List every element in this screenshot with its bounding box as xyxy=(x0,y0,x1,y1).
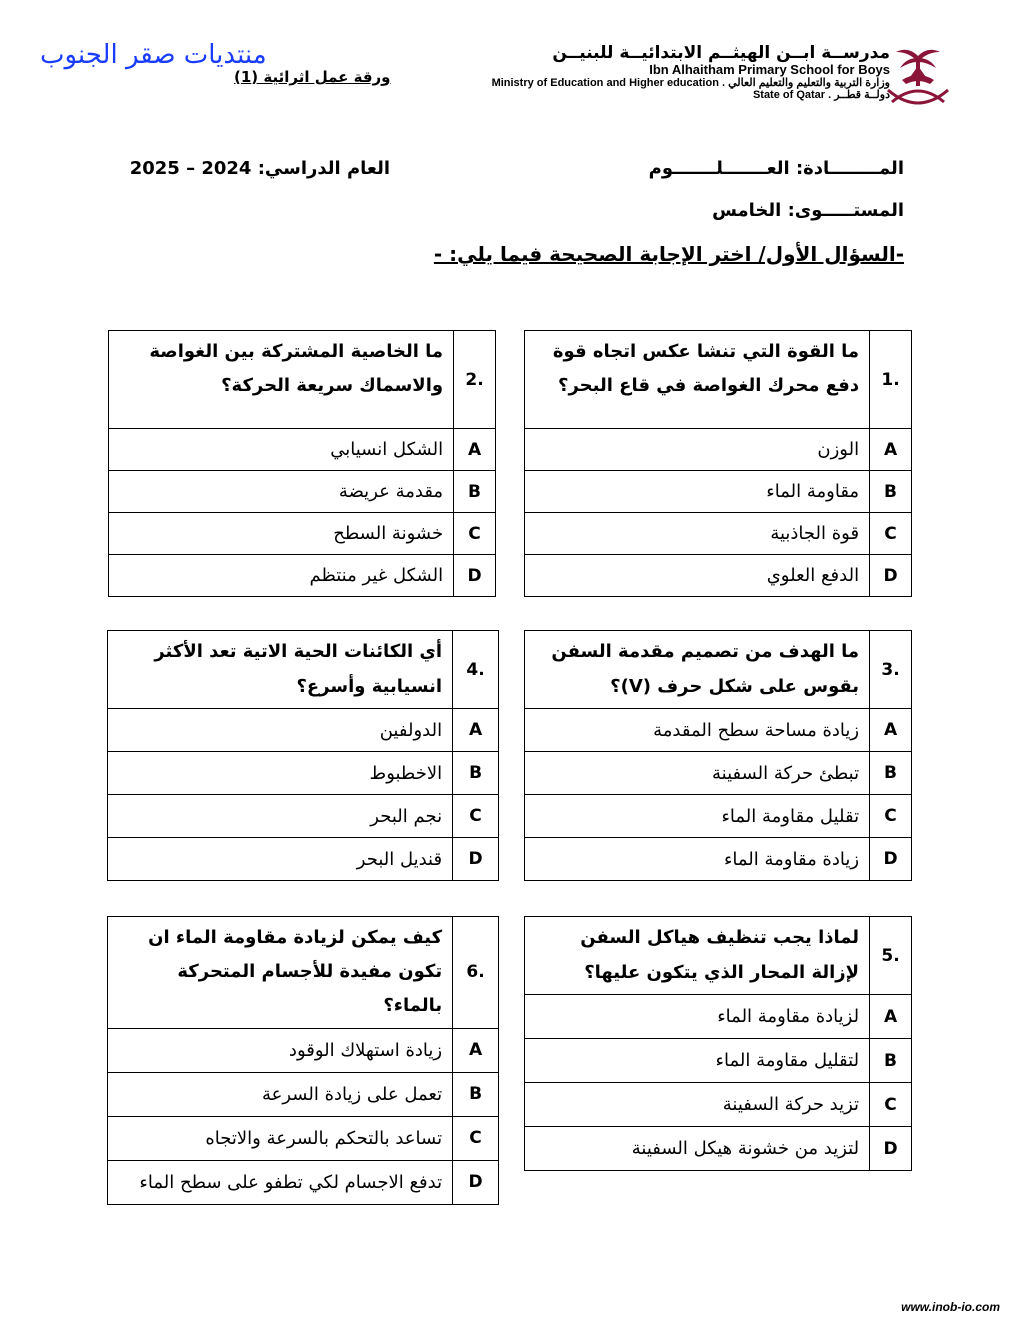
subject-label: المــــــــادة: العـــــــلـــــــوم xyxy=(648,158,904,179)
option-text: تساعد بالتحكم بالسرعة والاتجاه xyxy=(108,1116,453,1160)
ministry-name: Ministry of Education and Higher education . وزارة التربية والتعليم والتعليم العالي xyxy=(491,76,890,89)
question-table-3 xyxy=(524,630,912,881)
option-letter: D xyxy=(453,838,499,881)
school-name-ar: مدرســة ابــن الهيثــم الابتدائيــة للبنيــن xyxy=(552,43,890,63)
option-text: زيادة مقاومة الماء xyxy=(525,838,870,881)
school-year-label: العام الدراسي: 2024 – 2025 xyxy=(129,158,390,179)
question-text: لماذا يجب تنظيف هياكل السفن لإزالة المحار الذي يتكون عليها؟ xyxy=(525,917,870,995)
option-letter: D xyxy=(870,1127,912,1171)
question-number: 5. xyxy=(870,917,912,995)
question-title: -السؤال الأول/ اختر الإجابة الصحيحة فيما يلي: - xyxy=(433,242,904,266)
state-name: State of Qatar . دولــة قطــر xyxy=(752,89,890,102)
option-letter: B xyxy=(454,471,496,513)
option-text: خشونة السطح xyxy=(109,513,454,555)
option-letter: A xyxy=(453,709,499,752)
option-letter: C xyxy=(454,513,496,555)
question-text: أي الكائنات الحية الاتية تعد الأكثر انسيابية وأسرع؟ xyxy=(108,631,453,709)
option-text: تدفع الاجسام لكي تطفو على سطح الماء xyxy=(108,1160,453,1204)
option-text: تقليل مقاومة الماء xyxy=(525,795,870,838)
question-text: كيف يمكن لزيادة مقاومة الماء ان تكون مفيدة للأجسام المتحركة بالماء؟ xyxy=(108,917,453,1029)
option-text: زيادة مساحة سطح المقدمة xyxy=(525,709,870,752)
option-text: لتقليل مقاومة الماء xyxy=(525,1039,870,1083)
question-text: ما القوة التي تنشا عكس اتجاه قوة دفع محرك الغواصة في قاع البحر؟ xyxy=(525,331,870,429)
question-table-1 xyxy=(524,330,912,597)
option-letter: C xyxy=(453,795,499,838)
footer-website: www.inob-io.com xyxy=(901,1300,1000,1314)
option-text: نجم البحر xyxy=(108,795,453,838)
option-letter: D xyxy=(454,555,496,597)
question-number: 6. xyxy=(453,917,499,1029)
option-letter: B xyxy=(453,1072,499,1116)
option-letter: D xyxy=(453,1160,499,1204)
option-letter: C xyxy=(453,1116,499,1160)
question-text: ما الخاصية المشتركة بين الغواصة والاسماك سريعة الحركة؟ xyxy=(109,331,454,429)
school-info xyxy=(492,44,890,101)
option-text: تزيد حركة السفينة xyxy=(525,1083,870,1127)
option-text: مقدمة عريضة xyxy=(109,471,454,513)
option-text: الاخطبوط xyxy=(108,752,453,795)
option-letter: B xyxy=(870,752,912,795)
option-text: الدفع العلوي xyxy=(525,555,870,597)
option-text: لزيادة مقاومة الماء xyxy=(525,995,870,1039)
option-text: لتزيد من خشونة هيكل السفينة xyxy=(525,1127,870,1171)
question-number: 4. xyxy=(453,631,499,709)
worksheet-label: ورقة عمل اثرائية (1) xyxy=(234,68,391,86)
question-table-6 xyxy=(107,916,499,1205)
option-text: مقاومة الماء xyxy=(525,471,870,513)
option-letter: A xyxy=(870,429,912,471)
school-name-en: Ibn Alhaitham Primary School for Boys xyxy=(649,61,890,77)
qatar-emblem-icon xyxy=(882,40,954,116)
question-table-2 xyxy=(108,330,496,597)
option-text: الدولفين xyxy=(108,709,453,752)
question-number: 1. xyxy=(870,331,912,429)
question-text: ما الهدف من تصميم مقدمة السفن بقوس على شكل حرف (V)؟ xyxy=(525,631,870,709)
forum-watermark: منتديات صقر الجنوب xyxy=(40,40,267,70)
option-text: الوزن xyxy=(525,429,870,471)
option-letter: D xyxy=(870,838,912,881)
option-letter: C xyxy=(870,1083,912,1127)
question-number: 2. xyxy=(454,331,496,429)
option-text: الشكل انسيابي xyxy=(109,429,454,471)
option-letter: A xyxy=(870,995,912,1039)
question-table-5 xyxy=(524,916,912,1171)
option-letter: B xyxy=(453,752,499,795)
option-text: تعمل على زيادة السرعة xyxy=(108,1072,453,1116)
level-label: المستـــــوى: الخامس xyxy=(712,200,904,221)
option-text: الشكل غير منتظم xyxy=(109,555,454,597)
option-text: زيادة استهلاك الوقود xyxy=(108,1028,453,1072)
question-number: 3. xyxy=(870,631,912,709)
option-letter: C xyxy=(870,795,912,838)
option-text: تبطئ حركة السفينة xyxy=(525,752,870,795)
option-letter: A xyxy=(454,429,496,471)
option-letter: D xyxy=(870,555,912,597)
option-letter: B xyxy=(870,471,912,513)
option-letter: C xyxy=(870,513,912,555)
option-text: قوة الجاذبية xyxy=(525,513,870,555)
question-table-4 xyxy=(107,630,499,881)
option-text: قنديل البحر xyxy=(108,838,453,881)
option-letter: A xyxy=(870,709,912,752)
option-letter: B xyxy=(870,1039,912,1083)
option-letter: A xyxy=(453,1028,499,1072)
